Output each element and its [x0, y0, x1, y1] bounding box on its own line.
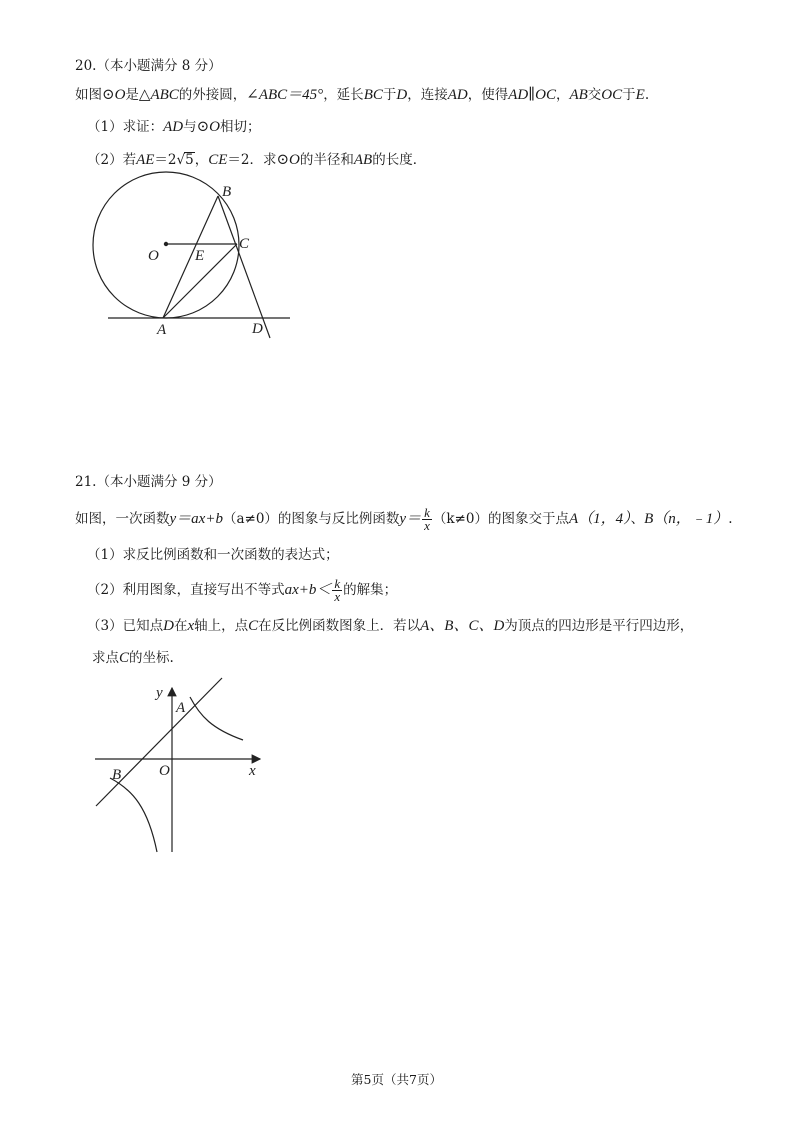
- inequality-denominator: x: [334, 589, 341, 604]
- q21-part2-post: 的解集；: [343, 582, 398, 598]
- q21-part3-l2-t1: 求点: [92, 650, 119, 666]
- q20-part1-mid: 与: [183, 119, 197, 135]
- circle-o: ⊙O: [102, 87, 126, 103]
- q20-part2-mid: 的半径和: [299, 152, 354, 168]
- segment-bc: BC: [363, 87, 383, 103]
- angle-abc: ∠ABC＝45°: [246, 87, 324, 103]
- q21-part3-c: C: [248, 618, 259, 634]
- inverse-function-lhs: y＝: [399, 511, 422, 527]
- q20-intro-t9: 交: [587, 87, 602, 103]
- q20-intro-t4: ，延长: [323, 87, 364, 103]
- q21-part3-x: x: [187, 618, 195, 634]
- inequality-numerator: k: [334, 576, 341, 591]
- q21-part1: （1）求反比例函数和一次函数的表达式；: [87, 547, 339, 563]
- page-footer: 第5页（共7页）: [351, 1072, 442, 1087]
- label-b-point: B: [112, 767, 122, 783]
- linear-function: y＝ax+b: [169, 511, 223, 527]
- segment-oc: OC: [601, 87, 623, 103]
- q20-part1-post: 相切；: [220, 119, 261, 135]
- point-a-coords: A（1，4）: [568, 511, 631, 527]
- label-x: x: [249, 763, 256, 779]
- q20-part2-ce: CE: [208, 152, 228, 168]
- label-y: y: [156, 685, 163, 701]
- hyperbola-branch-1: [190, 697, 243, 740]
- segment-ab: AB: [569, 87, 588, 103]
- q21-part3-t4: 在反比例函数图象上．若以: [258, 618, 421, 634]
- q20-intro-t6: ，连接: [407, 87, 448, 103]
- q21-intro-t2: 的图象与反比例函数: [277, 511, 400, 527]
- hyperbola-branch-2: [110, 778, 157, 852]
- q21-intro-t3: 的图象交于点: [487, 511, 569, 527]
- sqrt-sign: √: [176, 152, 186, 168]
- q21-intro-cond1: （a≠0）: [222, 511, 278, 527]
- q20-intro-t3: 的外接圆，: [178, 87, 247, 103]
- q20-part2-post: 的长度．: [372, 152, 427, 168]
- q20-part2-ab: AB: [353, 152, 373, 168]
- label-d: D: [252, 321, 263, 337]
- q20-part2-circle: ⊙O: [276, 152, 300, 168]
- q20-header: 20.（本小题满分 8 分）: [75, 58, 222, 74]
- q21-part3-t1: （3）已知点: [87, 618, 164, 634]
- q21-intro-sep: 、: [630, 511, 645, 527]
- q21-header: 21.（本小题满分 9 分）: [75, 474, 222, 490]
- q20-intro-t5: 于: [382, 87, 397, 103]
- q20-intro-t11: .: [644, 87, 650, 103]
- q20-part2-pre: （2）若: [87, 152, 137, 168]
- label-a-point: A: [176, 700, 186, 716]
- point-e: E: [635, 87, 645, 103]
- q20-part1-circle: ⊙O: [196, 119, 220, 135]
- q21-part3-l2-t2: 的坐标.: [129, 650, 174, 666]
- q21-intro-t1: 如图，一次函数: [75, 511, 170, 527]
- fraction-denominator: x: [424, 518, 430, 533]
- q21-intro-end: .: [728, 511, 733, 527]
- q21-part3-t3: 轴上，点: [194, 618, 249, 634]
- q20-part1-ad: AD: [163, 119, 184, 135]
- q20-part2-eq2: ＝2．求: [227, 152, 277, 168]
- q21-part3-t2: 在: [173, 618, 188, 634]
- q21-part2-pre: （2）利用图象，直接写出不等式: [87, 582, 285, 598]
- point-b-coords: B（n，﹣1）: [644, 511, 729, 527]
- inequality-expr: ax+b＜: [284, 582, 332, 598]
- q20-part2-comma: ，: [194, 152, 209, 168]
- q20-part2-ae: AE: [136, 152, 155, 168]
- q21-intro-cond2: （k≠0）: [432, 511, 488, 527]
- point-d: D: [396, 87, 408, 103]
- label-b: B: [222, 184, 232, 200]
- q21-part3-l2-c: C: [119, 650, 130, 666]
- q20-intro-t8: ，: [555, 87, 570, 103]
- q21-part3-d: D: [163, 618, 174, 634]
- q20-part2-sqrt: 5: [185, 152, 194, 168]
- q20-part2-eq1: ＝2: [154, 152, 177, 168]
- q20-intro-t1: 如图: [75, 87, 102, 103]
- parallel-ad-oc: AD∥OC: [508, 87, 556, 103]
- q20-intro-t2: 是: [125, 87, 139, 103]
- q20-intro-t10: 于: [622, 87, 636, 103]
- label-e: E: [195, 248, 205, 264]
- q20-part1-pre: （1）求证：: [87, 119, 164, 135]
- segment-ad: AD: [447, 87, 468, 103]
- triangle-abc: △ABC: [138, 87, 179, 103]
- q20-intro-t7: ，使得: [467, 87, 509, 103]
- label-c: C: [239, 236, 250, 252]
- label-a: A: [157, 322, 167, 338]
- fraction-numerator: k: [424, 505, 430, 520]
- q21-part3-t5: 为顶点的四边形是平行四边形，: [504, 618, 694, 634]
- label-o: O: [148, 248, 159, 264]
- label-origin: O: [159, 763, 170, 779]
- q21-part3-abcd: A、B、C、D: [420, 618, 505, 634]
